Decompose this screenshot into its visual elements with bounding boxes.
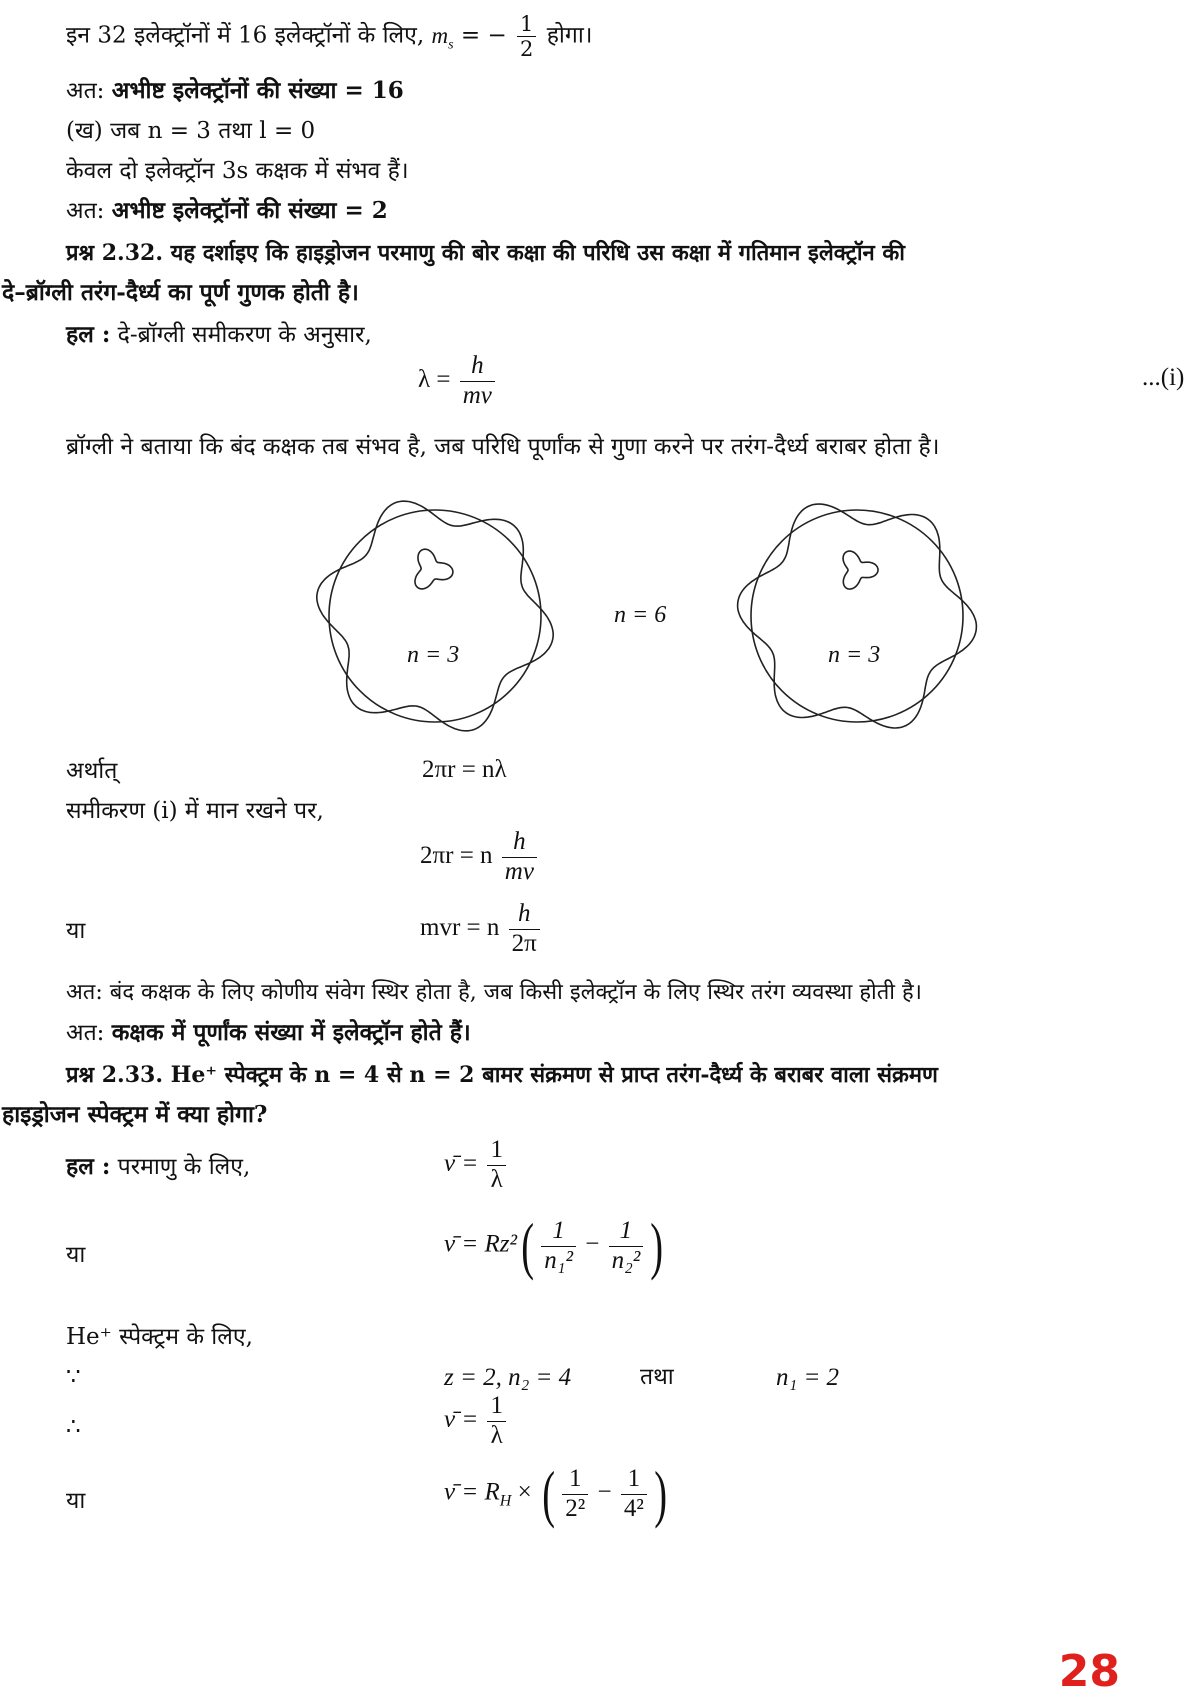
- he-plus-line: He⁺ स्पेक्ट्रम के लिए,: [66, 1324, 253, 1350]
- page-number: 28: [1058, 1646, 1120, 1697]
- substitution-text: समीकरण (i) में मान रखने पर,: [66, 798, 324, 824]
- question-2-33-line-1: प्रश्न 2.33. He⁺ स्पेक्ट्रम के n = 4 से n = 2 बामर संक्रमण से प्राप्त तरंग-दैर्ध्य के बराबर वाला संक्रमण: [66, 1062, 938, 1088]
- standing-wave-left: [317, 501, 553, 731]
- bohr-orbit-figure: [0, 498, 1202, 748]
- equation-7: z = 2, n₂ = 4: [444, 1364, 572, 1391]
- equation-6: ν̄ = Rz²( $\frac{1}{\text{n₁²}}$ − $\frac{1}{\text{n₂²}}$ ): [444, 1210, 664, 1281]
- ya-label-1: या: [66, 918, 86, 944]
- question-2-32-line-2: दे–ब्रॉग्ली तरंग-दैर्ध्य का पूर्ण गुणक होती है।: [2, 279, 359, 306]
- solution-1-intro: हल : दे-ब्रॉग्ली समीकरण के अनुसार,: [66, 321, 372, 348]
- equation-4: mvr = n $\frac{h}{2\pi}$: [420, 900, 543, 959]
- text-line-4: केवल दो इलेक्ट्रॉन 3s कक्षक में संभव हैं।: [66, 158, 409, 184]
- equation-5: ν̄ = $\frac{1}{\lambda}$: [444, 1136, 509, 1195]
- text-line-2: अत: अभीष्ट इलेक्ट्रॉनों की संख्या = 16: [66, 77, 404, 104]
- text-line-5: अत: अभीष्ट इलेक्ट्रॉनों की संख्या = 2: [66, 197, 388, 224]
- solution-2-intro: हल : परमाणु के लिए,: [66, 1153, 251, 1180]
- figure-label-middle: n = 6: [614, 602, 667, 628]
- equation-8: ν̄ = $\frac{1}{\lambda}$: [444, 1392, 509, 1451]
- equation-1-tag: ...(i): [1142, 364, 1185, 391]
- text-line-3: (ख) जब n = 3 तथा l = 0: [66, 118, 316, 144]
- inner-orbit-right: [843, 551, 878, 589]
- figure-label-left: n = 3: [407, 642, 460, 668]
- question-2-33-line-2: हाइड्रोजन स्पेक्ट्रम में क्या होगा?: [2, 1101, 268, 1128]
- arthat-label: अर्थात्: [66, 758, 118, 784]
- orbit-circle-right: [751, 510, 963, 722]
- because-symbol: ∵: [66, 1364, 81, 1390]
- ya-label-3: या: [66, 1488, 86, 1514]
- text-line-1: इन 32 इलेक्ट्रॉनों में 16 इलेक्ट्रॉनों के लिए, $m_s$ = − $\frac{1}{2}$ होगा।: [66, 12, 593, 62]
- orbit-circle-left: [329, 510, 541, 722]
- standing-wave-right: [738, 504, 977, 728]
- question-2-32-line-1: प्रश्न 2.32. यह दर्शाइए कि हाइड्रोजन परमाणु की बोर कक्षा की परिधि उस कक्षा में गतिमान इलेक्ट्रॉन की: [66, 240, 905, 266]
- paragraph-1: ब्रॉग्ली ने बताया कि बंद कक्षक तब संभव है, जब परिधि पूर्णांक से गुणा करने पर तरंग-दैर्ध्य बराबर होता है।: [66, 434, 940, 460]
- paragraph-2: अत: बंद कक्षक के लिए कोणीय संवेग स्थिर होता है, जब किसी इलेक्ट्रॉन के लिए स्थिर तरंग व्यवस्था होती है।: [66, 980, 922, 1005]
- therefore-symbol: ∴: [66, 1414, 81, 1440]
- ya-label-2: या: [66, 1242, 86, 1268]
- tatha-label: तथा: [640, 1364, 674, 1390]
- equation-9: ν̄ = $R_H$ × ( $\frac{1}{\text{2²}}$ − $\frac{1}{\text{4²}}$ ): [444, 1458, 667, 1529]
- equation-3: 2πr = n $\frac{h}{mv}$: [420, 828, 540, 887]
- inner-orbit-left: [415, 549, 453, 589]
- paragraph-3: अत: कक्षक में पूर्णांक संख्या में इलेक्ट्रॉन होते हैं।: [66, 1019, 471, 1046]
- equation-2: 2πr = nλ: [422, 756, 507, 783]
- equation-1: λ = $\frac{h}{mv}$: [418, 352, 498, 411]
- equation-7b: n₁ = 2: [776, 1364, 840, 1391]
- figure-label-right: n = 3: [828, 642, 881, 668]
